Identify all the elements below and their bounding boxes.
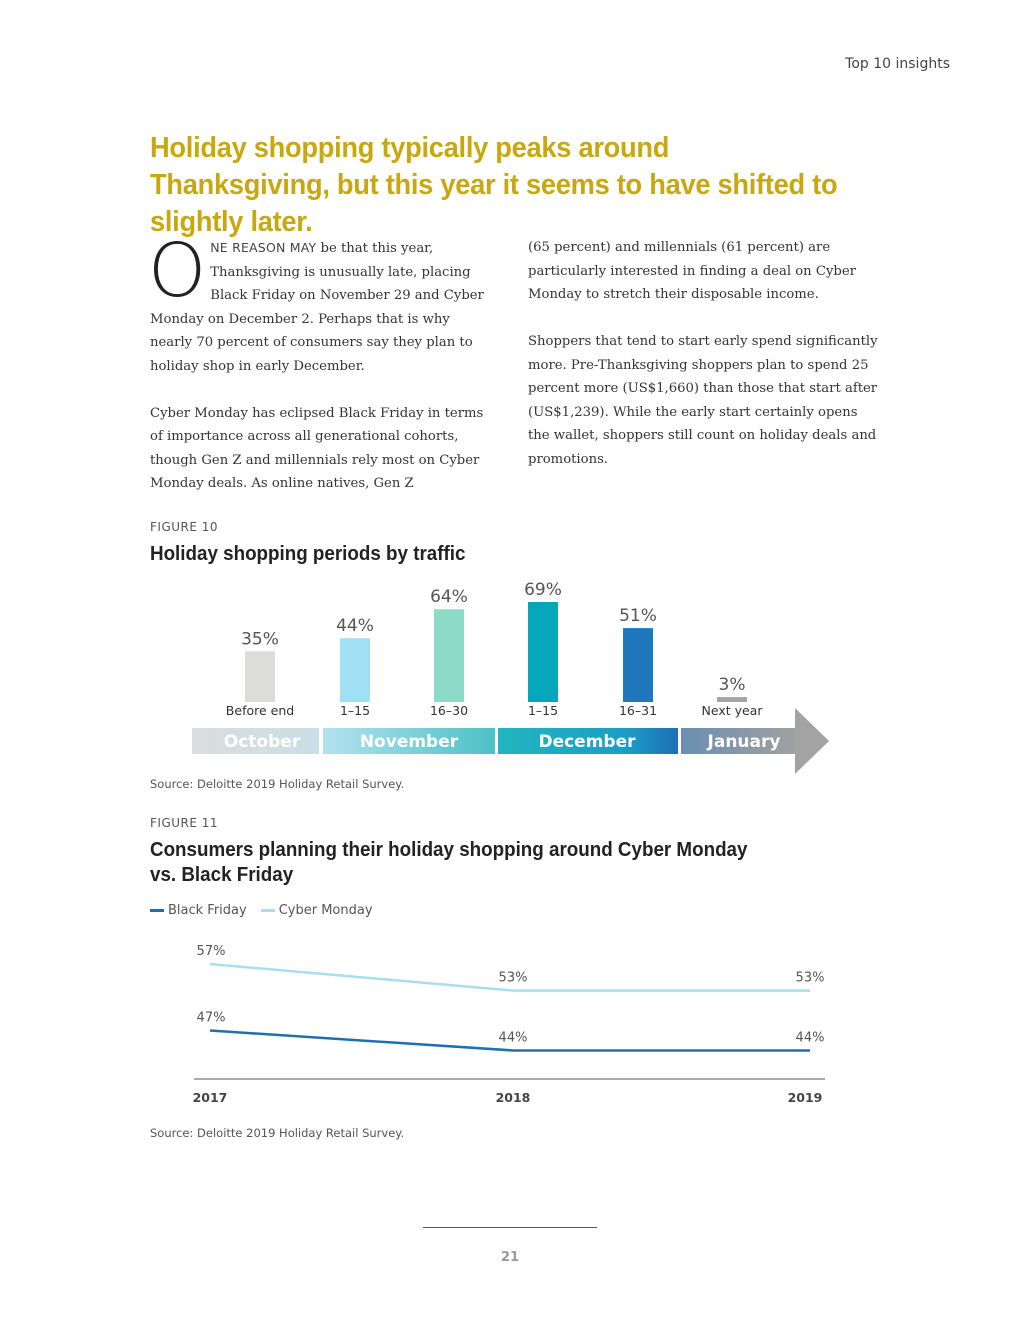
x-axis-ticks	[193, 1090, 823, 1105]
data-label: 47%	[196, 1010, 226, 1026]
bar-5	[623, 628, 653, 702]
page-number: 21	[500, 1250, 520, 1265]
line-series-group	[197, 944, 825, 1050]
month-label-december: December	[538, 732, 636, 752]
figure-11-chart	[0, 930, 1020, 1120]
figure-11-title	[150, 838, 747, 888]
bar-value-label: 64%	[430, 587, 468, 608]
bar-6	[717, 697, 747, 702]
figure-11-legend	[150, 903, 373, 918]
bar-value-label: 69%	[524, 580, 562, 600]
figure-11-title-line-2: vs. Black Friday	[150, 864, 294, 886]
legend-label-black-friday: Black Friday	[168, 903, 247, 918]
timeline-arrow-icon	[795, 708, 829, 774]
figure-10-title: Holiday shopping periods by traffic	[150, 543, 466, 565]
figure-11-source: Source: Deloitte 2019 Holiday Retail Survey.	[150, 1126, 405, 1140]
bar-value-label: 44%	[336, 616, 374, 637]
body-paragraph-2: Cyber Monday has eclipsed Black Friday in terms of importance across all generational cohorts, though Gen Z and millennials rely most on Cyber Monday deals. As online natives, Gen Z	[150, 405, 484, 491]
x-tick-label: 2017	[192, 1090, 228, 1105]
figure-10-chart	[0, 570, 1020, 780]
bar-category-label: Before end	[225, 703, 295, 718]
page-headline: Holiday shopping typically peaks around Thanksgiving, but this year it seems to have shifted to slightly later.	[150, 132, 838, 238]
body-paragraph-1	[148, 228, 495, 378]
body-column-right	[528, 236, 878, 495]
bar-3	[434, 609, 464, 702]
data-label: 44%	[498, 1030, 528, 1046]
bar-category-label: 16–30	[429, 703, 469, 718]
running-head: Top 10 insights	[845, 56, 950, 72]
drop-cap: O	[148, 228, 207, 314]
figure-10-source: Source: Deloitte 2019 Holiday Retail Survey.	[150, 777, 405, 791]
data-label: 53%	[795, 970, 825, 986]
legend-swatch-black-friday	[150, 909, 164, 912]
body-column-left	[148, 228, 495, 519]
data-label: 57%	[196, 944, 226, 959]
bar-category-label: 16–31	[618, 703, 658, 718]
paragraph-1-text: be that this year, Thanksgiving is unusually late, placing Black Friday on November 29 and Cyber Monday on December 2. Perhaps that is why nearly 70 percent of consumers say they plan to holiday shop in early December.	[150, 241, 484, 374]
bar-category-label: 1–15	[339, 703, 371, 718]
footer-rule	[423, 1227, 597, 1228]
figure-11-label: FIGURE 11	[150, 816, 219, 830]
figure-11-title-line-1: Consumers planning their holiday shopping around Cyber Monday	[150, 839, 748, 861]
bar-2	[340, 638, 370, 702]
month-label-october: October	[223, 732, 301, 752]
figure-10-label: FIGURE 10	[150, 520, 219, 534]
body-paragraph-4: Shoppers that tend to start early spend significantly more. Pre-Thanksgiving shoppers plan to spend 25 percent more (US$1,660) than those that start after (US$1,239). While the early start certainly opens the wallet, shoppers still count on holiday deals and promotions.	[528, 334, 878, 467]
legend-item-black-friday	[150, 903, 247, 918]
bar-1	[245, 651, 275, 702]
month-label-january: January	[707, 732, 781, 752]
legend-swatch-cyber-monday	[261, 909, 275, 912]
bar-4	[528, 602, 558, 702]
data-label: 53%	[498, 970, 528, 986]
lead-in: NE REASON MAY	[210, 240, 317, 255]
bar-category-label: Next year	[701, 703, 763, 718]
month-label-november: November	[359, 732, 459, 752]
bar-group	[226, 580, 764, 718]
bar-value-label: 35%	[241, 629, 279, 650]
x-tick-label: 2018	[495, 1090, 531, 1105]
body-paragraph-3: (65 percent) and millennials (61 percent) are particularly interested in finding a deal on Cyber Monday to stretch their disposable income.	[528, 240, 856, 302]
bar-value-label: 3%	[718, 675, 746, 695]
data-label: 44%	[795, 1030, 825, 1046]
x-tick-label: 2019	[787, 1090, 823, 1105]
legend-label-cyber-monday: Cyber Monday	[278, 903, 373, 918]
bar-value-label: 51%	[619, 606, 657, 627]
bar-category-label: 1–15	[527, 703, 559, 718]
legend-item-cyber-monday	[261, 903, 373, 918]
